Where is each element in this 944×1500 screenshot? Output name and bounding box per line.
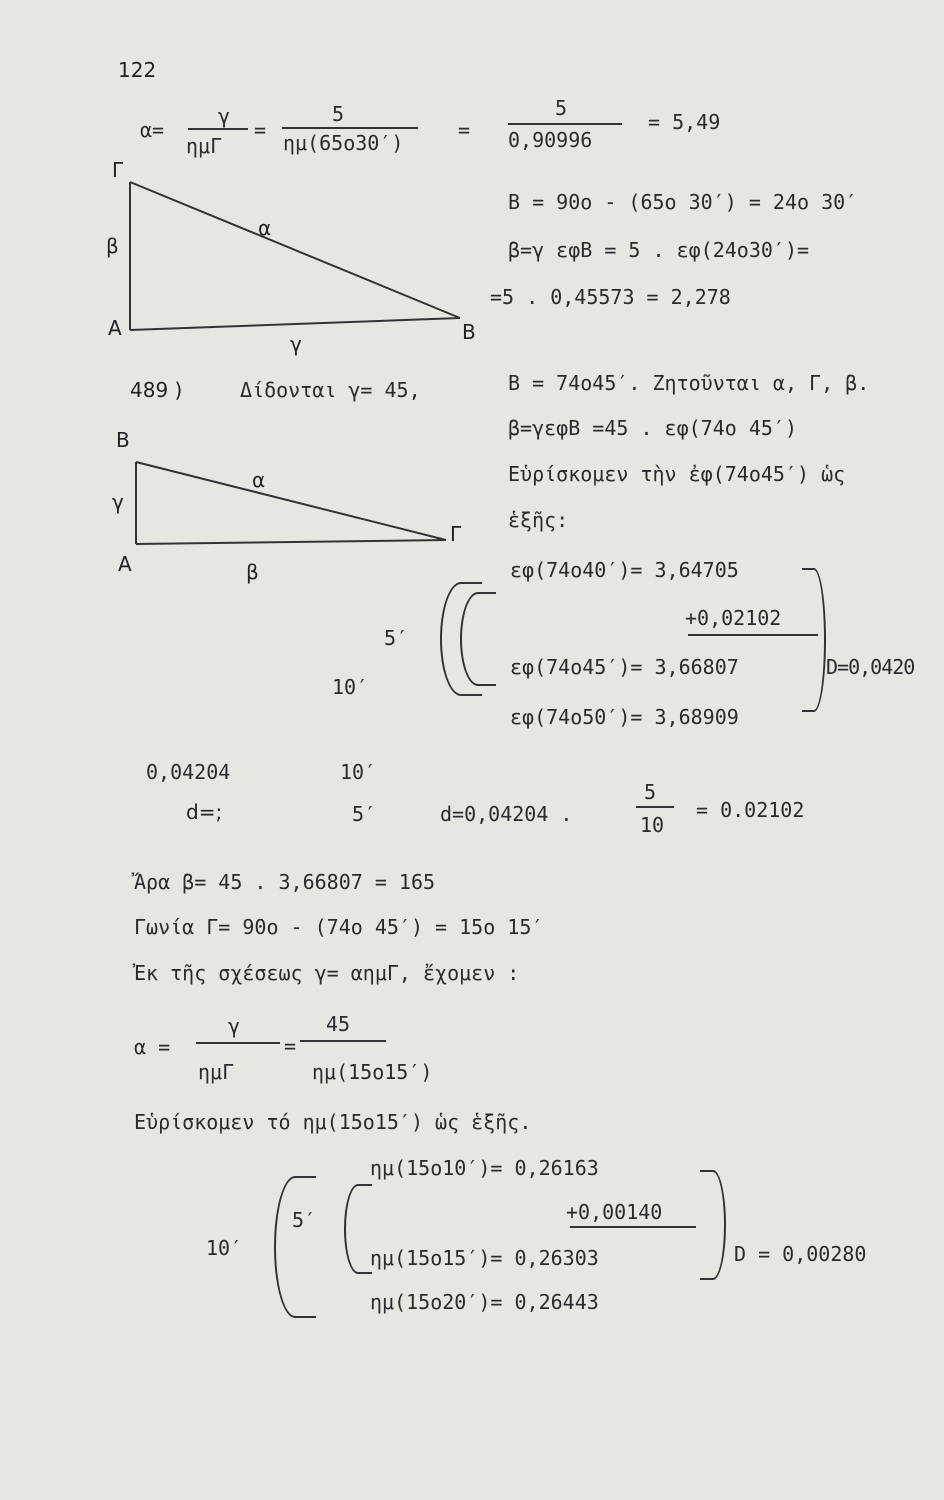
interp2-margin-5: 5′ <box>292 1208 317 1232</box>
fig2-vertex-right: Γ <box>450 522 462 546</box>
fig1-side-bottom: γ <box>290 332 302 356</box>
result-line2: Γωνία Γ= 90ο - (74ο 45′) = 15ο 15′ <box>134 915 544 939</box>
fig2-side-left: γ <box>112 490 124 514</box>
interp1-row1: εφ(74ο40′)= 3,64705 <box>510 558 739 582</box>
interp2-underline <box>570 1226 696 1228</box>
calc2-line2: Εὑρίσκομεν τὴν ἐφ(74ο45′) ὡς <box>508 462 846 486</box>
fig1-vertex-left: Α <box>108 316 122 340</box>
fig2-vertex-top: Β <box>116 428 130 452</box>
interp2-row4: ημ(15ο20′)= 0,26443 <box>370 1290 599 1314</box>
problem-given: Δίδονται γ= 45, <box>240 378 421 402</box>
interp2-brace-right <box>700 1170 726 1280</box>
calc2-line1: β=γεφΒ =45 . εφ(74ο 45′) <box>508 416 797 440</box>
interp1-underline <box>688 634 818 636</box>
problem-number: 489 ) <box>130 378 183 402</box>
interp2-row3: ημ(15ο15′)= 0,26303 <box>370 1246 599 1270</box>
interp2-diff: D = 0,00280 <box>734 1242 867 1266</box>
prop-a2: 10′ <box>340 760 377 784</box>
interp1-margin-10: 10′ <box>332 675 369 699</box>
prop-b2: 5′ <box>352 802 377 826</box>
eq1-eq-a: = <box>254 118 267 142</box>
interp1-margin-5: 5′ <box>384 626 409 650</box>
interp1-row3: εφ(74ο45′)= 3,66807 <box>510 655 739 679</box>
interp2-paren-outer <box>274 1176 316 1318</box>
result-line1: Ἄρα β= 45 . 3,66807 = 165 <box>134 870 436 894</box>
calc1-line3: =5 . 0,45573 = 2,278 <box>490 285 731 309</box>
eq1-result: = 5,49 <box>648 110 721 134</box>
find-line: Εὑρίσκομεν τό ημ(15ο15′) ὡς ἑξῆς. <box>134 1110 532 1134</box>
fig1-vertex-right: Β <box>462 320 476 344</box>
eq1-num1: γ <box>218 104 231 128</box>
prop-b1: d=; <box>186 800 223 824</box>
eq2-frac1-bar <box>196 1042 280 1044</box>
interp1-row4: εφ(74ο50′)= 3,68909 <box>510 705 739 729</box>
prop-frac-num: 5 <box>644 780 657 804</box>
eq2-lhs: α = <box>134 1035 171 1059</box>
fig1-side-left: β <box>106 234 119 258</box>
interp1-row2: +0,02102 <box>685 606 782 630</box>
eq2-frac2-bar <box>300 1040 386 1042</box>
interp1-brace-right <box>802 568 826 712</box>
eq1-den3: 0,90996 <box>508 128 593 152</box>
fig1-vertex-top: Γ <box>112 158 124 182</box>
eq1-den1: ημΓ <box>186 134 223 158</box>
calc1-line1: Β = 90ο - (65ο 30′) = 24ο 30′ <box>508 190 858 214</box>
prop-frac-den: 10 <box>640 813 665 837</box>
eq1-num3: 5 <box>555 96 568 120</box>
page-number: 122 <box>118 58 157 82</box>
interp2-row2: +0,00140 <box>566 1200 663 1224</box>
eq2-num2: 45 <box>326 1012 351 1036</box>
fig2-vertex-left: Α <box>118 552 132 576</box>
fig2-side-bottom: β <box>246 560 259 584</box>
calc2-line3: ἑξῆς: <box>508 508 569 532</box>
eq1-lhs: α= <box>140 118 165 142</box>
fig2-side-hyp: α <box>252 468 266 492</box>
result-line3: Ἐκ τῆς σχέσεως γ= αημΓ, ἔχομεν : <box>134 961 520 985</box>
interp2-row1: ημ(15ο10′)= 0,26163 <box>370 1156 599 1180</box>
eq1-eq-b: = <box>458 118 471 142</box>
eq2-num1: γ <box>228 1014 241 1038</box>
prop-a1: 0,04204 <box>146 760 231 784</box>
problem-given-2: Β = 74ο45′. Ζητοῦνται α, Γ, β. <box>508 371 870 395</box>
interp2-margin-10: 10′ <box>206 1236 243 1260</box>
prop-b3: d=0,04204 . <box>440 802 573 826</box>
prop-frac-bar <box>636 806 674 808</box>
interp2-paren-inner <box>344 1184 372 1274</box>
fig1-side-hyp: α <box>258 216 272 240</box>
eq2-den2: ημ(15ο15′) <box>312 1060 433 1084</box>
interp1-diff: D=0,0420 <box>826 655 915 679</box>
eq1-den2: ημ(65ο30′) <box>283 131 404 155</box>
calc1-line2: β=γ εφΒ = 5 . εφ(24ο30′)= <box>508 238 810 262</box>
eq2-eq: = <box>284 1034 297 1058</box>
prop-b4: = 0.02102 <box>696 798 805 822</box>
eq1-num2: 5 <box>332 102 345 126</box>
eq2-den1: ημΓ <box>198 1060 235 1084</box>
interp1-paren-inner <box>460 592 496 686</box>
